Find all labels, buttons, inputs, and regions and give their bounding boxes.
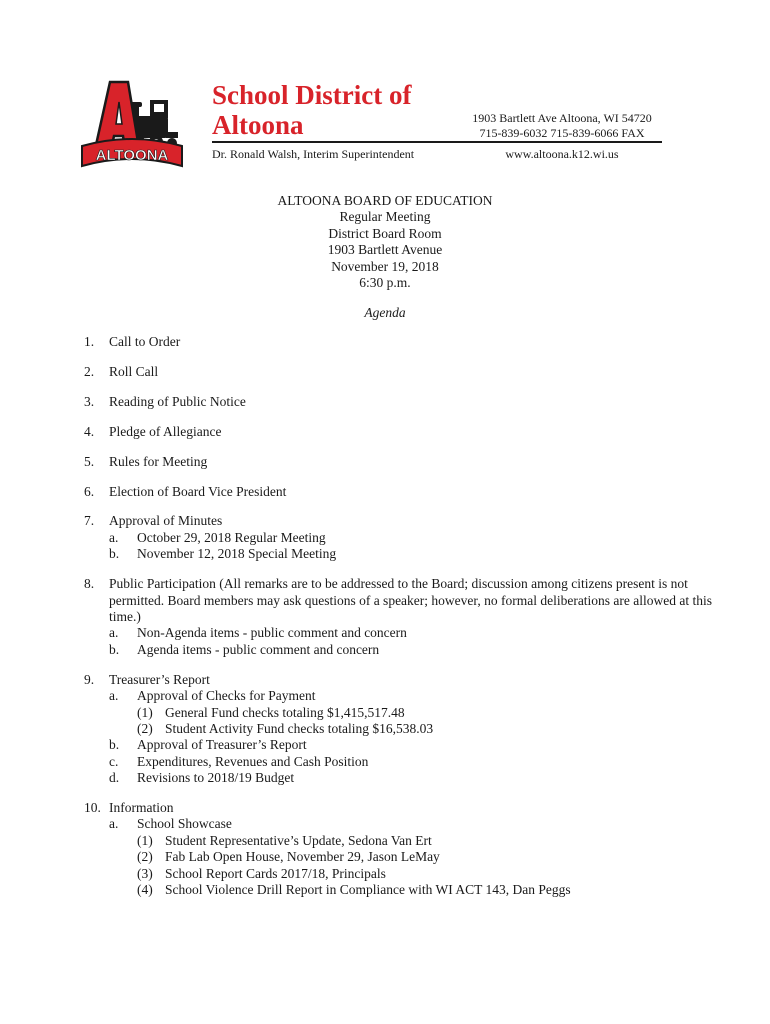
agenda-item	[84, 513, 724, 562]
agenda-item	[84, 672, 724, 787]
website-link[interactable]: www.altoona.k12.wi.us	[505, 147, 619, 161]
sub-sub-item-text: General Fund checks totaling $1,415,517.48	[165, 704, 405, 720]
contact-block	[462, 111, 662, 141]
item-number: 10.	[84, 800, 101, 816]
sub-item-letter: a.	[109, 625, 119, 641]
sub-item-letter: b.	[109, 546, 120, 562]
sub-item	[84, 770, 724, 786]
meeting-address: 1903 Bartlett Avenue	[327, 242, 443, 258]
sub-sub-item	[84, 849, 724, 865]
district-name-line2: Altoona	[212, 110, 304, 140]
meeting-date: November 19, 2018	[331, 258, 439, 274]
agenda-item	[84, 334, 724, 350]
item-text: Rules for Meeting	[109, 453, 208, 469]
item-number: 1.	[84, 334, 95, 349]
sub-sub-item-text: School Violence Drill Report in Compliance with WI ACT 143, Dan Peggs	[165, 882, 571, 898]
sub-item	[84, 688, 724, 704]
item-text: Election of Board Vice President	[109, 483, 287, 499]
sub-item-letter: c.	[109, 753, 119, 769]
sub-item-text: November 12, 2018 Special Meeting	[137, 546, 337, 562]
agenda-item	[84, 364, 724, 380]
board-name: ALTOONA BOARD OF EDUCATION	[277, 193, 493, 208]
item-text: Public Participation (All remarks are to be addressed to the Board; discussion among citizens present is not permitted. Board members may ask questions of a speaker; however, no formal deliberations are allowed at this time.)	[109, 576, 713, 624]
sub-item-letter: d.	[109, 770, 120, 786]
sub-item	[84, 546, 724, 562]
item-number: 4.	[84, 423, 95, 439]
district-name-line1: School District of	[212, 80, 412, 110]
sub-item	[84, 737, 724, 753]
agenda-list	[84, 334, 724, 912]
agenda-item	[84, 484, 724, 500]
sub-item	[84, 530, 724, 546]
logo-banner-text: ALTOONA	[95, 147, 169, 164]
sub-sub-item	[84, 866, 724, 882]
item-number: 6.	[84, 483, 95, 499]
sub-item-text: School Showcase	[137, 816, 232, 832]
agenda-heading: Agenda	[364, 305, 406, 320]
meeting-time: 6:30 p.m.	[359, 275, 411, 291]
meeting-type: Regular Meeting	[339, 209, 431, 225]
item-number: 2.	[84, 363, 95, 379]
sub-item	[84, 754, 724, 770]
sub-sub-item-text: School Report Cards 2017/18, Principals	[165, 865, 386, 881]
agenda-item	[84, 576, 724, 658]
sub-item-letter: a.	[109, 529, 119, 545]
header-divider	[212, 141, 662, 143]
district-name	[212, 80, 411, 140]
sub-item-text: Revisions to 2018/19 Budget	[137, 770, 295, 786]
item-text: Approval of Minutes	[109, 513, 223, 529]
address: 1903 Bartlett Ave Altoona, WI 54720	[472, 111, 652, 125]
sub-sub-item-text: Fab Lab Open House, November 29, Jason LeMay	[165, 849, 440, 865]
item-text: Information	[109, 800, 174, 816]
sub-item-text: Non-Agenda items - public comment and concern	[137, 625, 407, 641]
sub-item-letter: a.	[109, 688, 119, 704]
item-number: 3.	[84, 393, 95, 409]
item-number: 9.	[84, 671, 95, 687]
sub-sub-item-number: (1)	[137, 704, 153, 720]
agenda-item	[84, 424, 724, 440]
agenda-item	[84, 394, 724, 410]
sub-item-letter: b.	[109, 737, 120, 753]
sub-sub-item	[84, 705, 724, 721]
sub-item-text: October 29, 2018 Regular Meeting	[137, 529, 326, 545]
meeting-location: District Board Room	[328, 225, 442, 241]
item-text: Call to Order	[109, 334, 181, 349]
sub-item-letter: b.	[109, 641, 120, 657]
sub-sub-item-number: (4)	[137, 882, 153, 898]
sub-sub-item-number: (3)	[137, 865, 153, 881]
sub-item-text: Approval of Checks for Payment	[137, 688, 316, 704]
agenda-item	[84, 800, 724, 898]
sub-sub-item-number: (2)	[137, 849, 153, 865]
sub-item-text: Expenditures, Revenues and Cash Position	[137, 753, 369, 769]
agenda-item	[84, 454, 724, 470]
meeting-info	[185, 193, 585, 291]
item-number: 5.	[84, 453, 95, 469]
sub-item-text: Agenda items - public comment and concern	[137, 641, 380, 657]
sub-sub-item-text: Student Activity Fund checks totaling $16,538.03	[165, 720, 434, 736]
sub-sub-item	[84, 882, 724, 898]
sub-item	[84, 642, 724, 658]
sub-sub-item	[84, 833, 724, 849]
item-text: Treasurer’s Report	[109, 671, 210, 687]
sub-item	[84, 625, 724, 641]
item-text: Pledge of Allegiance	[109, 423, 222, 439]
altoona-logo	[80, 76, 184, 178]
item-text: Reading of Public Notice	[109, 393, 246, 409]
sub-sub-item-number: (1)	[137, 832, 153, 848]
sub-item-letter: a.	[109, 816, 119, 832]
item-text: Roll Call	[109, 363, 159, 379]
item-number: 8.	[84, 576, 95, 592]
sub-sub-item-text: Student Representative’s Update, Sedona Van Ert	[165, 832, 432, 848]
sub-item-text: Approval of Treasurer’s Report	[137, 737, 307, 753]
sub-sub-item-number: (2)	[137, 720, 153, 736]
sub-sub-item	[84, 721, 724, 737]
item-number: 7.	[84, 513, 95, 529]
sub-item	[84, 816, 724, 832]
superintendent: Dr. Ronald Walsh, Interim Superintendent	[212, 147, 415, 161]
phone-fax: 715-839-6032 715-839-6066 FAX	[479, 126, 645, 140]
